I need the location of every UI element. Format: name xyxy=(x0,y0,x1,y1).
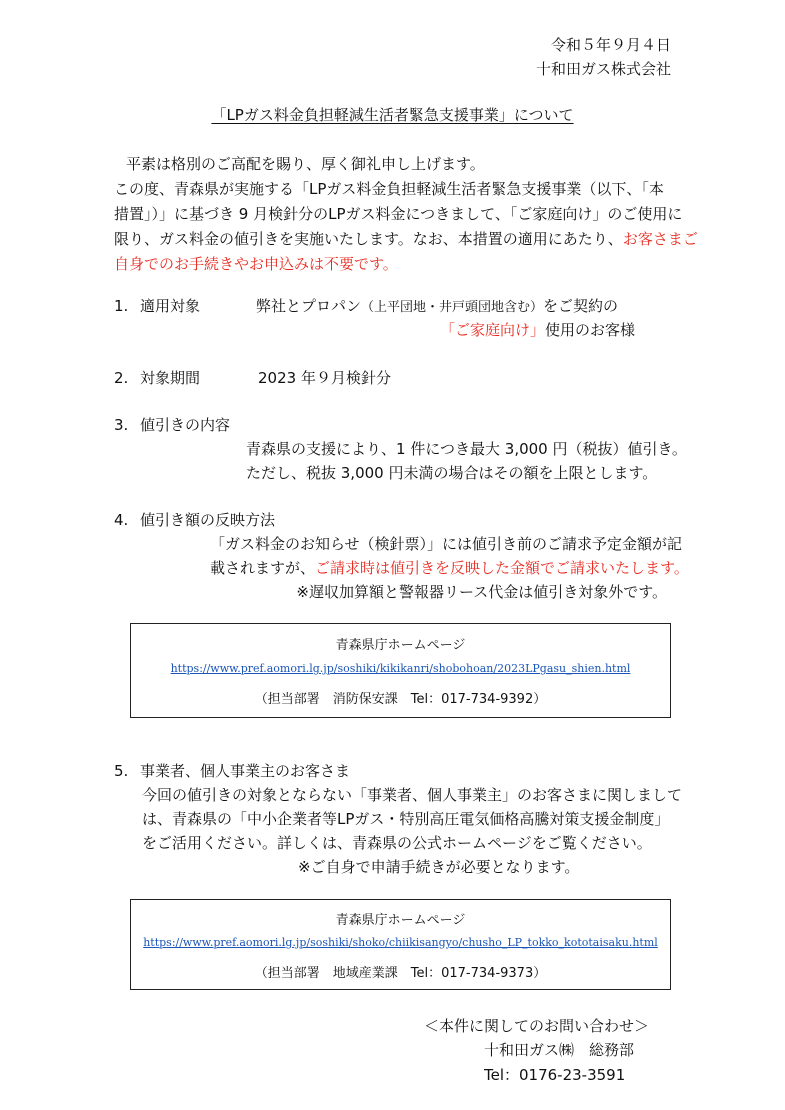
section4-text: 載されますが、 xyxy=(210,559,316,577)
box2-title: 青森県庁ホームページ xyxy=(335,913,466,928)
section5-heading: 事業者、個人事業主のお客さま xyxy=(140,762,351,780)
section4-number: 4. xyxy=(114,511,129,529)
intro-line-2: 措置」）」に基づき 9 月検針分のLPガス料金につきまして、「ご家庭向け」のご使用に xyxy=(114,205,683,223)
document-date: 令和５年９月４日 xyxy=(550,36,671,54)
intro-line-3 xyxy=(114,230,698,248)
section5-note: ※ご自身で申請手続きが必要となります。 xyxy=(298,858,580,876)
section1-line-1 xyxy=(256,297,618,316)
section1-line-2 xyxy=(440,321,635,339)
inquiry-heading: ＜本件に関してのお問い合わせ＞ xyxy=(424,1017,650,1035)
section3-number: 3. xyxy=(114,416,129,434)
intro-line-1: この度、青森県が実施する「LPガス料金負担軽減生活者緊急支援事業（以下、「本 xyxy=(114,180,664,198)
section3-heading: 値引きの内容 xyxy=(140,416,231,434)
section4-notice-red: ご請求時は値引きを反映した金額でご請求いたします。 xyxy=(315,559,689,577)
section5-number: 5. xyxy=(114,762,129,780)
intro-greeting: 平素は格別のご高配を賜り、厚く御礼申し上げます。 xyxy=(126,155,485,173)
section5-line-2: は、青森県の「中小企業者等LPガス・特別高圧電気価格高騰対策支援金制度」 xyxy=(142,810,670,828)
section1-text-b: をご契約の xyxy=(543,297,619,315)
section1-text-c: 使用のお客様 xyxy=(545,321,636,339)
inquiry-phone: Tel：0176-23-3591 xyxy=(484,1066,626,1084)
box2-url-link[interactable]: https://www.pref.aomori.lg.jp/soshiki/shoko/chiikisangyo/chusho_LP_tokko_kototaisaku.html xyxy=(143,936,658,949)
intro-line-3-text: 限り、ガス料金の値引きを実施いたします。なお、本措置の適用にあたり、 xyxy=(114,230,623,248)
section1-text-small: （上平団地・井戸頭団地含む） xyxy=(361,300,544,315)
section1-text-a: 弊社とプロパン xyxy=(256,297,362,315)
section5-line-1: 今回の値引きの対象とならない「事業者、個人事業主」のお客さまに関しまして xyxy=(142,786,683,804)
section2-body: 2023 年９月検針分 xyxy=(258,369,391,387)
box1-contact: （担当部署 消防保安課 Tel：017-734-9392） xyxy=(254,692,547,707)
section5-line-3: をご活用ください。詳しくは、青森県の公式ホームページをご覧ください。 xyxy=(142,834,652,852)
section4-line-2 xyxy=(210,559,689,577)
box2-contact: （担当部署 地域産業課 Tel：017-734-9373） xyxy=(254,966,547,981)
section4-heading: 値引き額の反映方法 xyxy=(140,511,276,529)
section4-line-1: 「ガス料金のお知らせ（検針票）」には値引き前のご請求予定金額が記 xyxy=(210,535,683,553)
section1-household-red: 「ご家庭向け」 xyxy=(440,321,546,339)
section1-heading: 適用対象 xyxy=(140,297,201,315)
box1-title: 青森県庁ホームページ xyxy=(335,638,466,653)
section4-note: ※遅収加算額と警報器リース代金は値引き対象外です。 xyxy=(296,583,667,601)
intro-notice-red: お客さまご xyxy=(622,230,698,248)
section2-number: 2. xyxy=(114,369,129,387)
intro-notice-red-2: 自身でのお手続きやお申込みは不要です。 xyxy=(114,255,398,273)
info-box-regional-industry xyxy=(130,899,671,990)
document-title: 「LPガス料金負担軽減生活者緊急支援事業」について xyxy=(211,106,574,124)
section2-heading: 対象期間 xyxy=(140,369,201,387)
section3-line-1: 青森県の支援により、1 件につき最大 3,000 円（税抜）値引き。 xyxy=(246,440,687,458)
section1-number: 1. xyxy=(114,297,129,315)
company-name: 十和田ガス株式会社 xyxy=(535,60,671,78)
inquiry-department: 十和田ガス㈱ 総務部 xyxy=(484,1041,635,1059)
info-box-fire-safety xyxy=(130,623,671,718)
section3-line-2: ただし、税抜 3,000 円未満の場合はその額を上限とします。 xyxy=(246,464,658,482)
box1-url-link[interactable]: https://www.pref.aomori.lg.jp/soshiki/kikikanri/shobohoan/2023LPgasu_shien.html xyxy=(170,662,631,675)
